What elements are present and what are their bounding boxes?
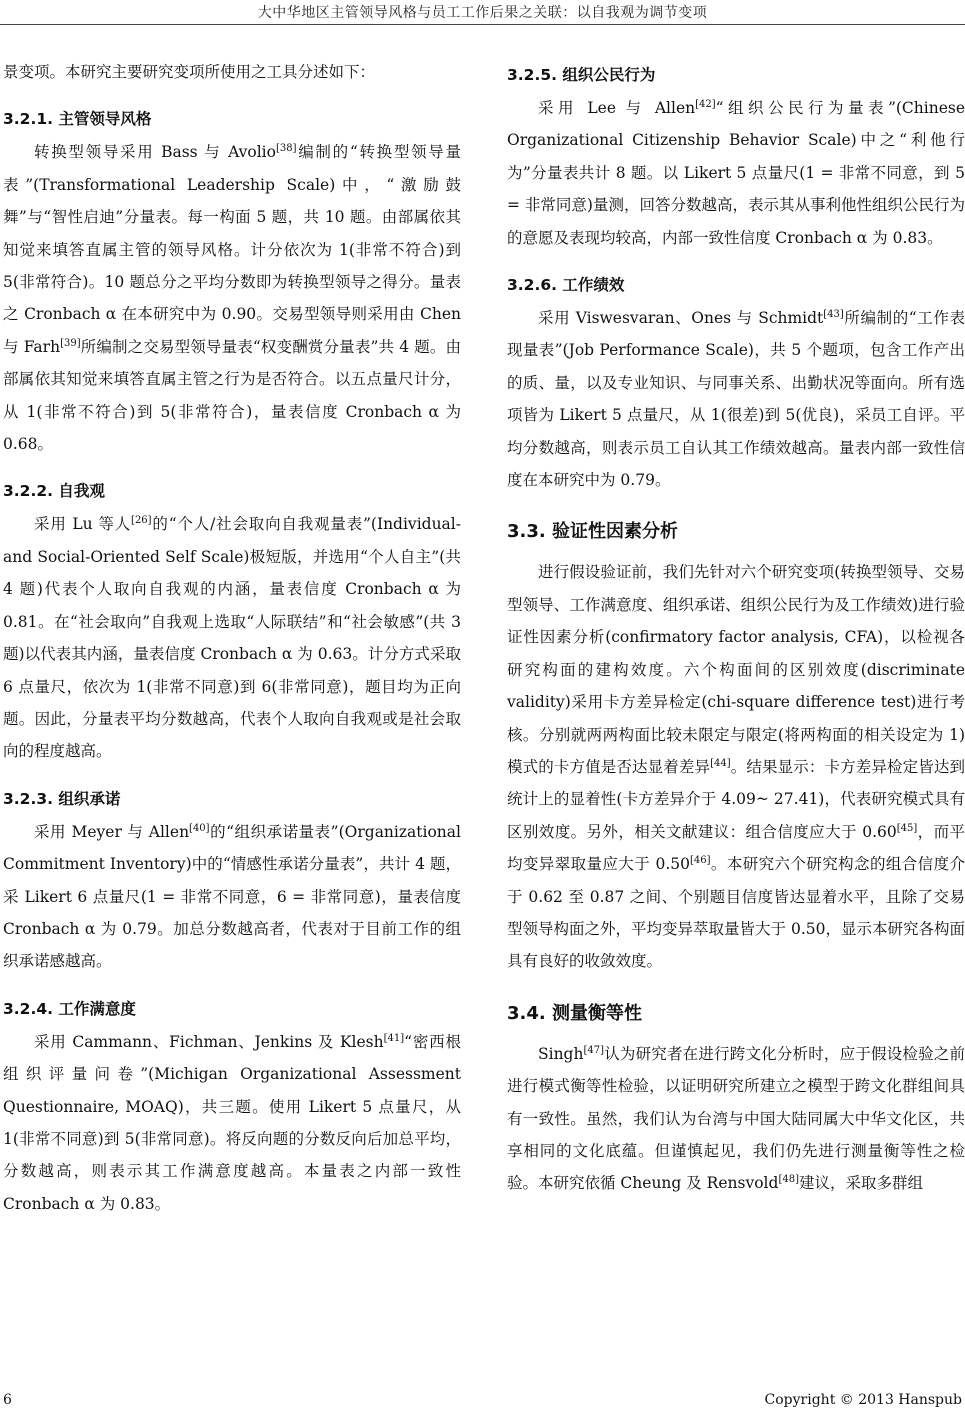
body-paragraph: 采用 Viswesvaran、Ones 与 Schmidt[43]所编制的“工作表现量表”(Job Performance Scale)，共 5 个题项，包含工作产出的质、量，以及专业知识、与同事关系、出勤状况等面向。所有选项皆为 Likert 5 点量尺，从 1(很差)到 5(优良)，采员工自评。平均分数越高，则表示员工自认其工作绩效越高。量表内部一致性信度在本研究中为 0.79。 xyxy=(507,308,965,490)
section-heading: 3.2.2. 自我观 xyxy=(3,482,105,501)
copyright-notice: Copyright © 2013 Hanspub xyxy=(764,1392,962,1408)
page-number: 6 xyxy=(3,1392,12,1408)
section-heading: 3.2.1. 主管领导风格 xyxy=(3,110,152,129)
section-heading: 3.2.3. 组织承诺 xyxy=(3,789,121,808)
citation-ref: [26] xyxy=(131,515,152,527)
running-header: 大中华地区主管领导风格与员工工作后果之关联：以自我观为调节变项 xyxy=(257,5,708,21)
citation-ref: [40] xyxy=(189,822,210,834)
citation-ref: [45] xyxy=(896,822,918,834)
body-paragraph: 转换型领导采用 Bass 与 Avolio[38]编制的“转换型领导量表”(Transformational Leadership Scale)中，“激励鼓舞”与“智性启迪”分量表。每一构面 5 题，共 10 题。由部属依其知觉来填答直属主管的领导风格。计分依次为 1(非常不符合)到 5(非常符合)。10 题总分之平均分数即为转换型领导之得分。量表之 Cronbach α 在本研究中为 0.90。交易型领导则采用由 Chen 与 Farh[39]所编制之交易型领导量表“权变酬赏分量表”共 4 题。由部属依其知觉来填答直属主管之行为是否符合。以五点量尺计分，从 1(非常不符合)到 5(非常符合)，量表信度 Cronbach α 为 0.68。 xyxy=(3,143,461,454)
section-heading: 3.3. 验证性因素分析 xyxy=(507,521,678,543)
citation-ref: [46] xyxy=(689,854,711,866)
citation-ref: [38] xyxy=(275,143,297,155)
section-heading: 3.4. 测量衡等性 xyxy=(507,1002,642,1024)
body-paragraph: 进行假设验证前，我们先针对六个研究变项(转换型领导、交易型领导、工作满意度、组织承诺、组织公民行为及工作绩效)进行验证性因素分析(confirmatory factor analysis, CFA)，以检视各研究构面的建构效度。六个构面间的区别效度(discriminate validity)采用卡方差异检定(chi-square difference test)进行考核。分别就两两构面比较未限定与限定(将两构面的相关设定为 1)模式的卡方值是否达显着差异[44]。结果显示：卡方差异检定皆达到统计上的显着性(卡方差异介于 4.09~ 27.41)，代表研究模式具有区别效度。另外，相关文献建议：组合信度应大于 0.60[45]，而平均变异翠取量应大于 0.50[46]。本研究六个研究构念的组合信度介于 0.62 至 0.87 之间、个别题目信度皆达显着水平，且除了交易型领导构面之外，平均变异萃取量皆大于 0.50，显示本研究各构面具有良好的收敛效度。 xyxy=(507,563,965,971)
section-heading: 3.2.6. 工作绩效 xyxy=(507,276,625,295)
citation-ref: [39] xyxy=(60,337,81,349)
body-paragraph: 采用 Lu 等人[26]的“个人/社会取向自我观量表”(Individual- and Social-Oriented Self Scale)极短版，并选用“个人自主”(共 4 题)代表个人取向自我观的内涵，量表信度 Cronbach α 为 0.81。在“社会取向”自我观上选取“人际联结”和“社会敏感”(共 3 题)以代表其内涵，量表信度 Cronbach α 为 0.63。计分方式采取 6 点量尺，依次为 1(非常不同意)到 6(非常同意)，题目均为正向题。因此，分量表平均分数越高，代表个人取向自我观或是社会取向的程度越高。 xyxy=(3,515,461,761)
body-paragraph: 采用 Cammann、Fichman、Jenkins 及 Klesh[41]“密西根组织评量问卷”(Michigan Organizational Assessment Questionnaire, MOAQ)，共三题。使用 Likert 5 点量尺，从 1(非常不同意)到 5(非常同意)。将反向题的分数反向后加总平均，分数越高，则表示其工作满意度越高。本量表之内部一致性 Cronbach α 为 0.83。 xyxy=(3,1032,461,1213)
citation-ref: [47] xyxy=(583,1044,604,1056)
body-paragraph: 采用 Lee 与 Allen[42]“组织公民行为量表”(Chinese Organizational Citizenship Behavior Scale)中之“利他行为”分量表共计 8 题。以 Likert 5 点量尺(1 = 非常不同意，到 5 = 非常同意)量测，回答分数越高，表示其从事利他性组织公民行为的意愿及表现均较高，内部一致性信度 Cronbach α 为 0.83。 xyxy=(507,98,965,247)
citation-ref: [44] xyxy=(710,757,731,769)
header-rule xyxy=(0,24,965,25)
left-column xyxy=(3,56,461,1220)
body-paragraph: 景变项。本研究主要研究变项所使用之工具分述如下： xyxy=(3,63,376,81)
citation-ref: [42] xyxy=(695,98,716,110)
right-column xyxy=(507,56,965,1200)
body-paragraph: 采用 Meyer 与 Allen[40]的“组织承诺量表”(Organizational Commitment Inventory)中的“情感性承诺分量表”，共计 4 题，采 Likert 6 点量尺(1 = 非常不同意，6 = 非常同意)，量表信度 Cronbach α 为 0.79。加总分数越高者，代表对于目前工作的组织承诺感越高。 xyxy=(3,822,461,971)
citation-ref: [41] xyxy=(383,1032,405,1044)
body-paragraph: Singh[47]认为研究者在进行跨文化分析时，应于假设检验之前进行模式衡等性检验，以证明研究所建立之模型于跨文化群组间具有一致性。虽然，我们认为台湾与中国大陆同属大中华文化区，共享相同的文化底蕴。但谨慎起见，我们仍先进行测量衡等性之检验。本研究依循 Cheung 及 Rensvold[48]建议，采取多群组 xyxy=(507,1044,965,1193)
citation-ref: [48] xyxy=(778,1174,799,1186)
section-heading: 3.2.4. 工作满意度 xyxy=(3,999,136,1018)
citation-ref: [43] xyxy=(823,308,844,320)
section-heading: 3.2.5. 组织公民行为 xyxy=(507,66,656,84)
